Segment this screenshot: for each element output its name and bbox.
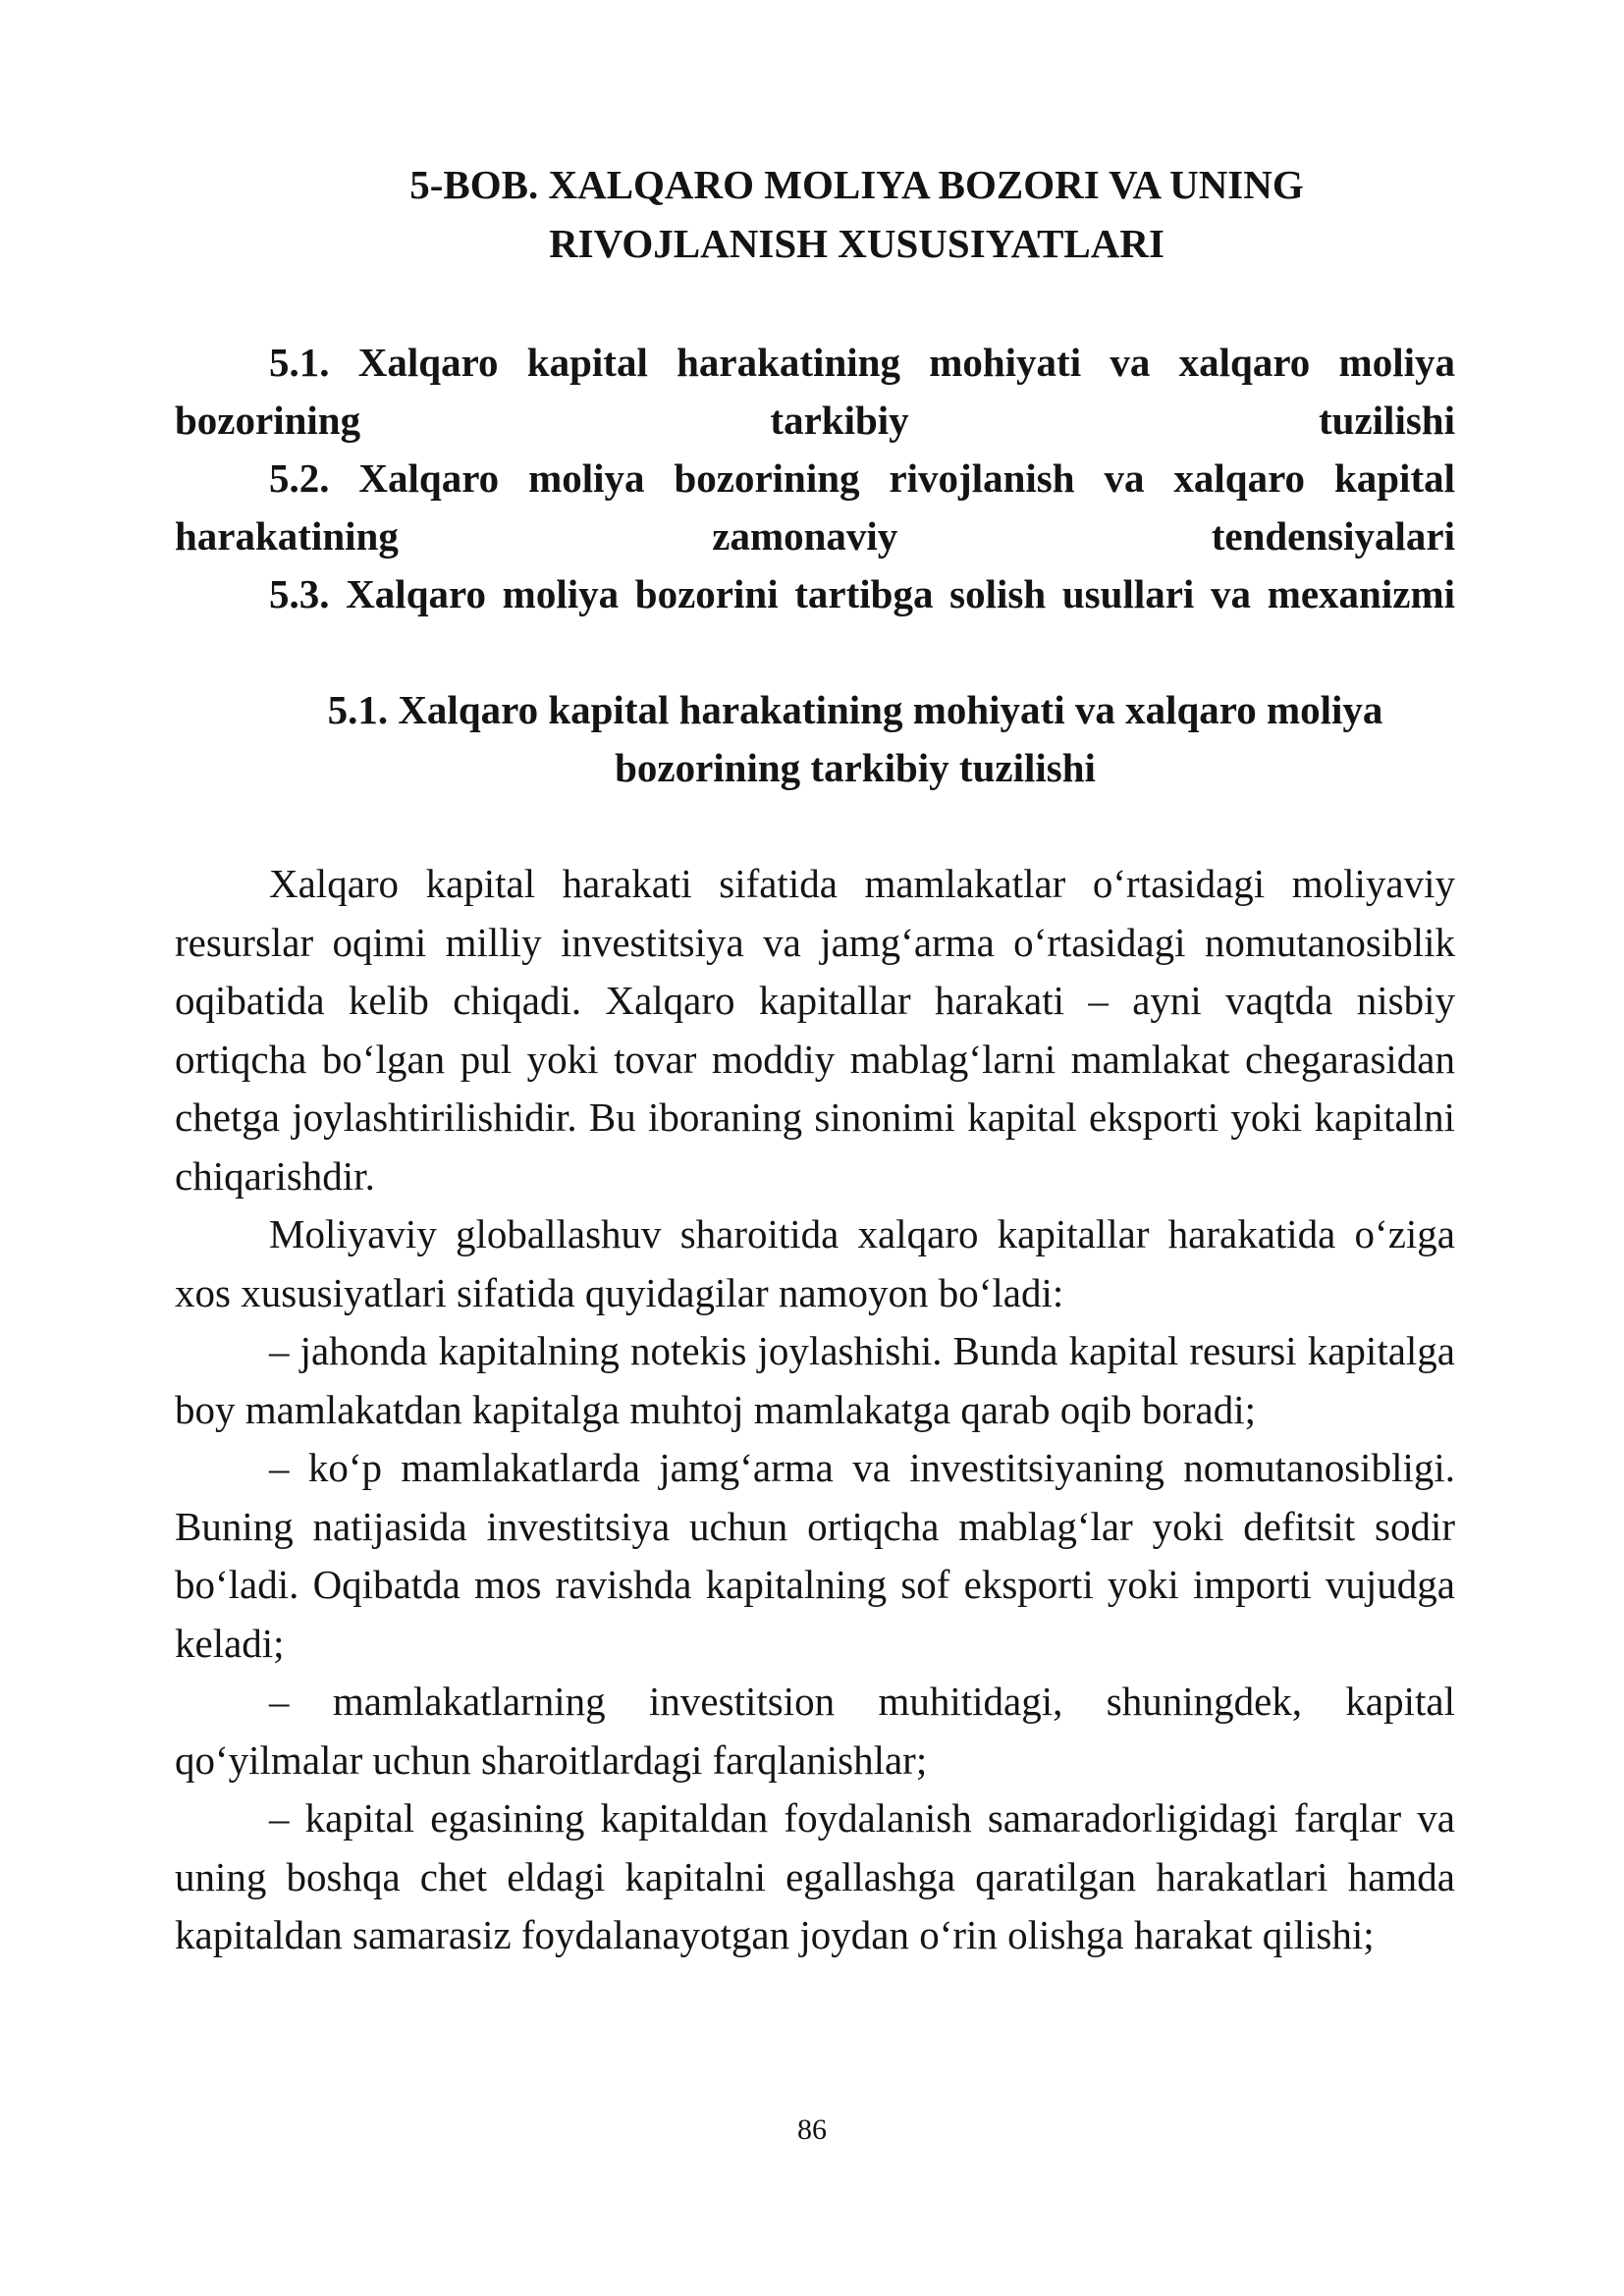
bullet-paragraph: – mamlakatlarning investitsion muhitidagi, shuningdek, kapital qo‘yilmalar uchun sharoitlardagi farqlanishlar; xyxy=(175,1679,1455,1783)
paragraph: Xalqaro kapital harakati sifatida mamlakatlar o‘rtasidagi moliyaviy resurslar oqimi milliy investitsiya va jamg‘arma o‘rtasidagi nomutanosiblik oqibatida kelib chiqadi. Xalqaro kapitallar harakati – ayni vaqtda nisbiy ortiqcha bo‘lgan pul yoki tovar moddiy mablag‘larni mamlakat chegarasidan chetga joylashtirilishidir. Bu iboraning sinonimi kapital eksporti yoki kapitalni chiqarishdir. xyxy=(175,861,1455,1199)
body-text xyxy=(175,855,1455,1965)
section-list-item: 5.3. Xalqaro moliya bozorini tartibga solish usullari va mexanizmi xyxy=(269,571,1455,616)
section-title: 5.1. Xalqaro kapital harakatining mohiyati va xalqaro moliya bozorining tarkibiy tuzilishi xyxy=(327,687,1383,790)
chapter-title: 5-BOB. XALQARO MOLIYA BOZORI VA UNING RIVOJLANISH XUSUSIYATLARI xyxy=(409,162,1304,266)
bullet-paragraph: – kapital egasining kapitaldan foydalanish samaradorligidagi farqlar va uning boshqa chet eldagi kapitalni egallashga qaratilgan harakatlari hamda kapitaldan samarasiz foydalanayotgan joydan o‘rin olishga harakat qilishi; xyxy=(175,1795,1455,1957)
document-page xyxy=(175,155,1455,1965)
bullet-paragraph: – jahonda kapitalning notekis joylashishi. Bunda kapital resursi kapitalga boy mamlakatdan kapitalga muhtoj mamlakatga qarab oqib boradi; xyxy=(175,1328,1455,1432)
section-list-item: 5.1. Xalqaro kapital harakatining mohiyati va xalqaro moliya bozorining tarkibiy tuzilishi xyxy=(175,340,1455,443)
bullet-paragraph: – ko‘p mamlakatlarda jamg‘arma va investitsiyaning nomutanosibligi. Buning natijasida investitsiya uchun ortiqcha mablag‘lar yoki defitsit sodir bo‘ladi. Oqibatda mos ravishda kapitalning sof eksporti yoki importi vujudga keladi; xyxy=(175,1445,1455,1666)
section-list xyxy=(175,334,1455,623)
paragraph: Moliyaviy globallashuv sharoitida xalqaro kapitallar harakatida o‘ziga xos xususiyatlari sifatida quyidagilar namoyon bo‘ladi: xyxy=(175,1211,1455,1315)
page-number: 86 xyxy=(797,2113,827,2146)
section-list-item: 5.2. Xalqaro moliya bozorining rivojlanish va xalqaro kapital harakatining zamonaviy tendensiyalari xyxy=(175,455,1455,559)
